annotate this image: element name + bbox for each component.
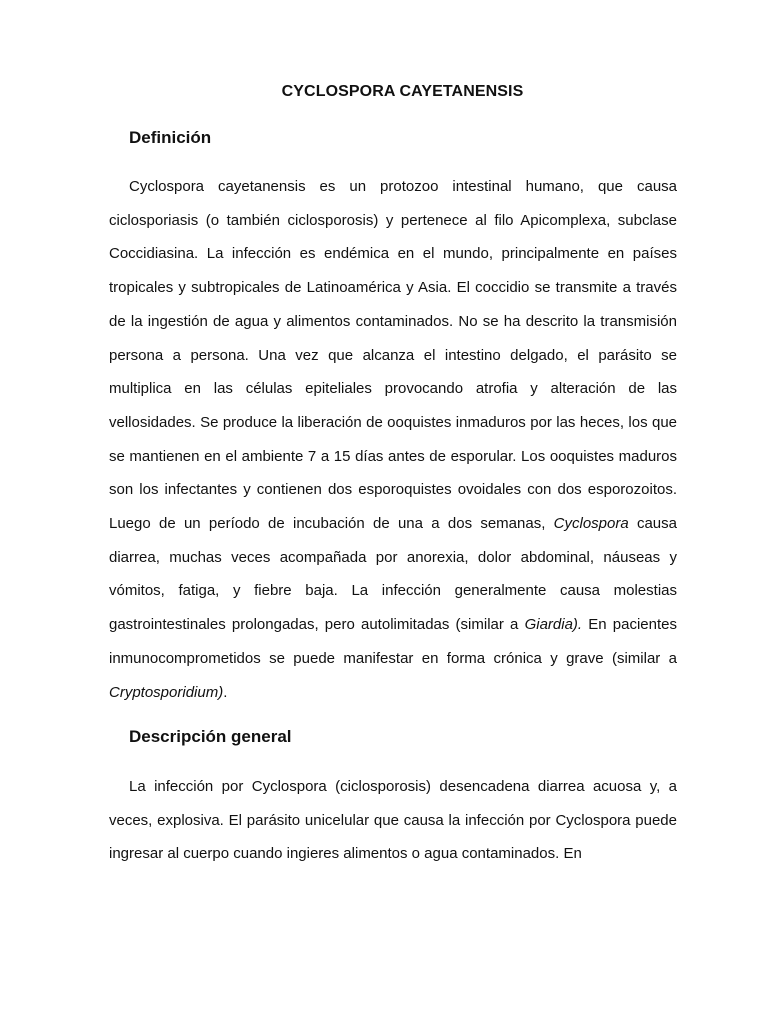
paragraph-text: Cyclospora cayetanensis es un protozoo intestinal humano, que causa ciclosporiasis (o también ciclosporosis) y pertenece al filo Apicomplexa, subclase Coccidiasina. La infección es endémica en el mundo, principalmente en países tropicales y subtropicales de Latinoamérica y Asia. El coccidio se transmite a través de la ingestión de agua y alimentos contaminados. No se ha descrito la transmisión persona a persona. Una vez que alcanza el intestino delgado, el parásito se multiplica en las células epiteliales provocando atrofia y alteración de las vellosidades. Se produce la liberación de ooquistes inmaduros por las heces, los que se mantienen en el ambiente 7 a 15 días antes de esporular. Los ooquistes maduros son los infectantes y contienen dos esporoquistes ovoidales con dos esporozoitos. Luego de un período de incubación de una a dos semanas, [109,178,677,533]
italic-term-giardia: Giardia). [524,616,583,634]
section-heading-descripcion-general: Descripción general [129,727,292,746]
paragraph-text: La infección por Cyclospora (ciclosporosis) desencadena diarrea acuosa y, a veces, explosiva. El parásito unicelular que causa la infección por Cyclospora puede ingresar al cuerpo cuando ingieres alimentos o agua contaminados. En [109,778,677,863]
italic-term-cryptosporidium: Cryptosporidium) [109,683,224,701]
document-title: CYCLOSPORA CAYETANENSIS [281,83,524,100]
paragraph-descripcion-general [109,770,677,871]
paragraph-text: En pacientes inmunocomprometidos se puede manifestar en forma crónica y grave (similar a [109,616,677,667]
section-heading-definicion: Definición [129,128,212,147]
paragraph-text: . [223,683,228,701]
paragraph-text: causa diarrea, muchas veces acompañada por anorexia, dolor abdominal, náuseas y vómitos, fatiga, y fiebre baja. La infección generalmente causa molestias gastrointestinales prolongadas, pero autolimitadas (similar a [109,515,677,634]
paragraph-definicion [109,170,677,709]
italic-term-cyclospora: Cyclospora [553,515,629,533]
